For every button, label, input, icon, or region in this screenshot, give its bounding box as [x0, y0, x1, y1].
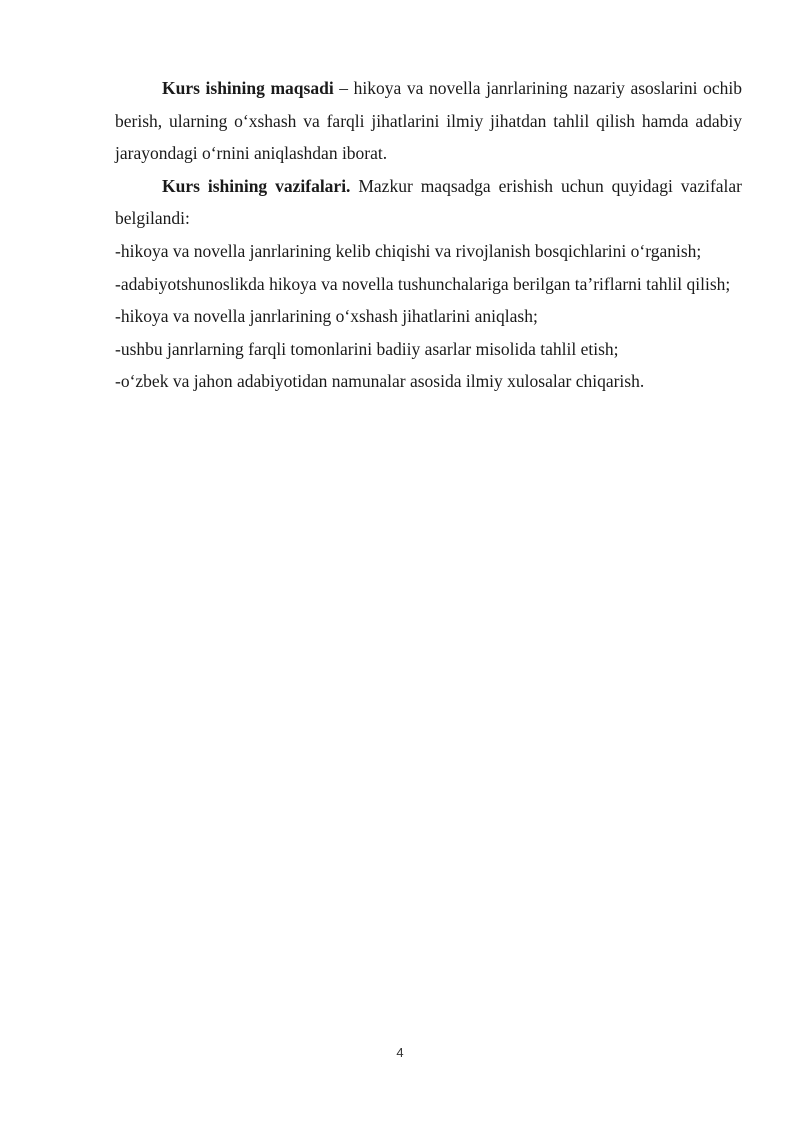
page-body: [115, 72, 742, 398]
tasks-heading: Kurs ishining vazifalari.: [162, 175, 351, 196]
goal-text: – hikoya va novella janrlarining nazariy asoslarini ochib berish, ularning o‘xshash va farqli jihatlarini ilmiy jihatdan tahlil qilish hamda adabiy jarayondagi o‘rnini aniqlashdan iborat.: [115, 78, 743, 164]
tasks-paragraph: [115, 170, 742, 235]
task-item: -ushbu janrlarning farqli tomonlarini badiiy asarlar misolida tahlil etish;: [115, 338, 619, 359]
task-item: -hikoya va novella janrlarining o‘xshash jihatlarini aniqlash;: [115, 306, 538, 327]
task-item: -adabiyotshunoslikda hikoya va novella tushunchalariga berilgan ta’riflarni tahlil qilish;: [115, 273, 731, 294]
page-number: 4: [396, 1045, 404, 1060]
tasks-text: Mazkur maqsadga erishish uchun quyidagi vazifalar belgilandi:: [115, 175, 743, 229]
task-item: -hikoya va novella janrlarining kelib chiqishi va rivojlanish bosqichlarini o‘rganish;: [115, 240, 702, 261]
goal-paragraph: [115, 72, 742, 170]
goal-heading: Kurs ishining maqsadi: [162, 78, 334, 98]
task-item: -o‘zbek va jahon adabiyotidan namunalar asosida ilmiy xulosalar chiqarish.: [115, 371, 645, 392]
